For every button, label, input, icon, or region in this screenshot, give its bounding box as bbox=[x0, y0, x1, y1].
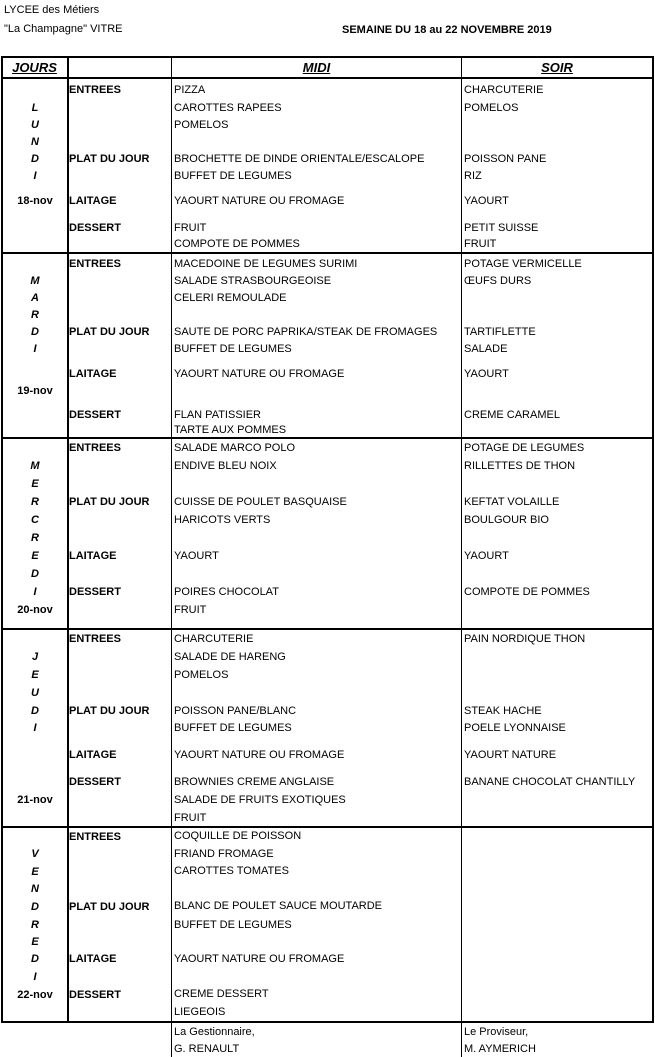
day-letter: I bbox=[33, 586, 37, 598]
midi-item: COQUILLE DE POISSON bbox=[174, 830, 302, 842]
soir-item: PAIN NORDIQUE THON bbox=[464, 633, 586, 645]
day-letter: N bbox=[31, 883, 39, 895]
day-letter: V bbox=[31, 848, 39, 860]
day-date: 21-nov bbox=[17, 794, 53, 806]
signature-name-right: M. AYMERICH bbox=[464, 1043, 536, 1055]
midi-item: HARICOTS VERTS bbox=[174, 514, 271, 526]
day-letter: D bbox=[31, 705, 39, 717]
soir-item: YAOURT bbox=[464, 550, 509, 562]
signature-title-right: Le Proviseur, bbox=[464, 1026, 529, 1038]
day-letter: L bbox=[31, 102, 39, 114]
midi-item: POIRES CHOCOLAT bbox=[174, 586, 279, 598]
day-letter: I bbox=[33, 971, 37, 983]
midi-item: POISSON PANE/BLANC bbox=[174, 705, 297, 717]
midi-item: YAOURT NATURE OU FROMAGE bbox=[174, 368, 345, 380]
soir-item: TARTIFLETTE bbox=[464, 326, 536, 338]
midi-item: MACEDOINE DE LEGUMES SURIMI bbox=[174, 258, 358, 270]
day-date: 20-nov bbox=[17, 604, 53, 616]
midi-item: LIEGEOIS bbox=[174, 1006, 226, 1018]
column-header-midi: MIDI bbox=[302, 60, 331, 75]
column-header-jours: JOURS bbox=[12, 60, 57, 75]
day-letter: U bbox=[31, 687, 39, 699]
soir-item: COMPOTE DE POMMES bbox=[464, 586, 590, 598]
soir-item: POMELOS bbox=[464, 102, 519, 114]
midi-item: FRUIT bbox=[174, 604, 207, 616]
category-plat: PLAT DU JOUR bbox=[69, 705, 150, 717]
day-letter: D bbox=[31, 568, 39, 580]
category-entrees: ENTREES bbox=[69, 633, 121, 645]
midi-item: BUFFET DE LEGUMES bbox=[174, 919, 292, 931]
midi-item: CAROTTES TOMATES bbox=[174, 865, 289, 877]
day-letter: C bbox=[31, 514, 39, 526]
midi-item: FRUIT bbox=[174, 812, 207, 824]
category-entrees: ENTREES bbox=[69, 831, 121, 843]
midi-column-border bbox=[171, 56, 172, 1057]
signature-name-left: G. RENAULT bbox=[174, 1043, 240, 1055]
category-plat: PLAT DU JOUR bbox=[69, 153, 150, 165]
day-divider bbox=[1, 826, 654, 828]
midi-item: CUISSE DE POULET BASQUAISE bbox=[174, 496, 347, 508]
midi-item: BROCHETTE DE DINDE ORIENTALE/ESCALOPE bbox=[174, 153, 425, 165]
day-letter: R bbox=[31, 919, 39, 931]
category-dessert: DESSERT bbox=[69, 409, 121, 421]
table-right-border bbox=[652, 56, 654, 1023]
soir-item: RIZ bbox=[464, 170, 482, 182]
day-letter: M bbox=[30, 460, 40, 472]
day-letter: I bbox=[33, 343, 37, 355]
category-laitage: LAITAGE bbox=[69, 550, 117, 562]
school-name: LYCEE des Métiers bbox=[4, 4, 100, 16]
midi-item: SALADE STRASBOURGEOISE bbox=[174, 275, 332, 287]
day-letter: J bbox=[31, 651, 39, 663]
day-letter: N bbox=[31, 136, 39, 148]
category-entrees: ENTREES bbox=[69, 442, 121, 454]
soir-item: POISSON PANE bbox=[464, 153, 547, 165]
soir-item: KEFTAT VOLAILLE bbox=[464, 496, 560, 508]
midi-item: FRUIT bbox=[174, 222, 207, 234]
midi-item: CAROTTES RAPEES bbox=[174, 102, 282, 114]
day-letter: M bbox=[30, 275, 40, 287]
day-letter: E bbox=[31, 866, 39, 878]
midi-item: SAUTE DE PORC PAPRIKA/STEAK DE FROMAGES bbox=[174, 326, 438, 338]
soir-item: ŒUFS DURS bbox=[464, 275, 532, 287]
day-letter: E bbox=[31, 478, 39, 490]
category-plat: PLAT DU JOUR bbox=[69, 901, 150, 913]
day-letter: D bbox=[31, 326, 39, 338]
midi-item: FLAN PATISSIER bbox=[174, 409, 262, 421]
category-laitage: LAITAGE bbox=[69, 195, 117, 207]
category-entrees: ENTREES bbox=[69, 258, 121, 270]
soir-item: POTAGE DE LEGUMES bbox=[464, 442, 585, 454]
midi-item: YAOURT NATURE OU FROMAGE bbox=[174, 953, 345, 965]
soir-item: PETIT SUISSE bbox=[464, 222, 539, 234]
table-bottom-border bbox=[1, 1021, 654, 1023]
category-laitage: LAITAGE bbox=[69, 368, 117, 380]
midi-item: BUFFET DE LEGUMES bbox=[174, 722, 292, 734]
midi-item: SALADE DE HARENG bbox=[174, 651, 286, 663]
soir-item: RILLETTES DE THON bbox=[464, 460, 576, 472]
midi-item: BUFFET DE LEGUMES bbox=[174, 170, 292, 182]
category-dessert: DESSERT bbox=[69, 586, 121, 598]
soir-item: YAOURT NATURE bbox=[464, 749, 557, 761]
category-dessert: DESSERT bbox=[69, 776, 121, 788]
day-letter: I bbox=[33, 170, 37, 182]
day-letter: R bbox=[31, 532, 39, 544]
category-laitage: LAITAGE bbox=[69, 953, 117, 965]
soir-item: YAOURT bbox=[464, 368, 509, 380]
midi-item: POMELOS bbox=[174, 119, 229, 131]
week-title: SEMAINE DU 18 au 22 NOVEMBRE 2019 bbox=[342, 24, 552, 36]
soir-item: CREME CARAMEL bbox=[464, 409, 560, 421]
day-letter: E bbox=[31, 669, 39, 681]
day-divider bbox=[1, 628, 654, 630]
midi-item: SALADE DE FRUITS EXOTIQUES bbox=[174, 794, 346, 806]
day-letter: D bbox=[31, 953, 39, 965]
day-letter: E bbox=[31, 936, 39, 948]
soir-item: SALADE bbox=[464, 343, 508, 355]
day-date: 19-nov bbox=[17, 385, 53, 397]
midi-item: CREME DESSERT bbox=[174, 988, 269, 1000]
soir-item: BANANE CHOCOLAT CHANTILLY bbox=[464, 776, 636, 788]
day-letter: D bbox=[31, 153, 39, 165]
day-letter: A bbox=[31, 292, 39, 304]
soir-item: POTAGE VERMICELLE bbox=[464, 258, 582, 270]
midi-item: COMPOTE DE POMMES bbox=[174, 238, 300, 250]
midi-item: BUFFET DE LEGUMES bbox=[174, 343, 292, 355]
category-entrees: ENTREES bbox=[69, 84, 121, 96]
day-divider bbox=[1, 252, 654, 254]
midi-item: CELERI REMOULADE bbox=[174, 292, 287, 304]
midi-item: TARTE AUX POMMES bbox=[174, 424, 287, 436]
category-dessert: DESSERT bbox=[69, 222, 121, 234]
category-plat: PLAT DU JOUR bbox=[69, 496, 150, 508]
day-letter: D bbox=[31, 901, 39, 913]
soir-item: FRUIT bbox=[464, 238, 497, 250]
day-letter: E bbox=[31, 550, 39, 562]
category-plat: PLAT DU JOUR bbox=[69, 326, 150, 338]
signature-title-left: La Gestionnaire, bbox=[174, 1026, 255, 1038]
day-divider bbox=[1, 437, 654, 439]
midi-item: PIZZA bbox=[174, 84, 206, 96]
midi-item: YAOURT NATURE OU FROMAGE bbox=[174, 749, 345, 761]
soir-item: BOULGOUR BIO bbox=[464, 514, 549, 526]
column-header-soir: SOIR bbox=[541, 60, 573, 75]
soir-item: YAOURT bbox=[464, 195, 509, 207]
midi-item: ENDIVE BLEU NOIX bbox=[174, 460, 277, 472]
midi-item: YAOURT NATURE OU FROMAGE bbox=[174, 195, 345, 207]
day-letter: I bbox=[33, 722, 37, 734]
soir-item: POELE LYONNAISE bbox=[464, 722, 566, 734]
soir-item: CHARCUTERIE bbox=[464, 84, 544, 96]
midi-item: SALADE MARCO POLO bbox=[174, 442, 296, 454]
soir-column-border bbox=[461, 56, 462, 1057]
day-date: 22-nov bbox=[17, 989, 53, 1001]
category-dessert: DESSERT bbox=[69, 989, 121, 1001]
day-letter: U bbox=[31, 119, 39, 131]
day-letter: R bbox=[31, 496, 39, 508]
midi-item: BLANC DE POULET SAUCE MOUTARDE bbox=[174, 900, 383, 912]
category-laitage: LAITAGE bbox=[69, 749, 117, 761]
midi-item: CHARCUTERIE bbox=[174, 633, 254, 645]
school-subtitle: "La Champagne" VITRE bbox=[4, 23, 123, 35]
midi-item: FRIAND FROMAGE bbox=[174, 848, 274, 860]
day-date: 18-nov bbox=[17, 195, 53, 207]
soir-item: STEAK HACHE bbox=[464, 705, 542, 717]
day-letter: R bbox=[31, 309, 39, 321]
midi-item: YAOURT bbox=[174, 550, 219, 562]
midi-item: POMELOS bbox=[174, 669, 229, 681]
midi-item: BROWNIES CREME ANGLAISE bbox=[174, 776, 335, 788]
